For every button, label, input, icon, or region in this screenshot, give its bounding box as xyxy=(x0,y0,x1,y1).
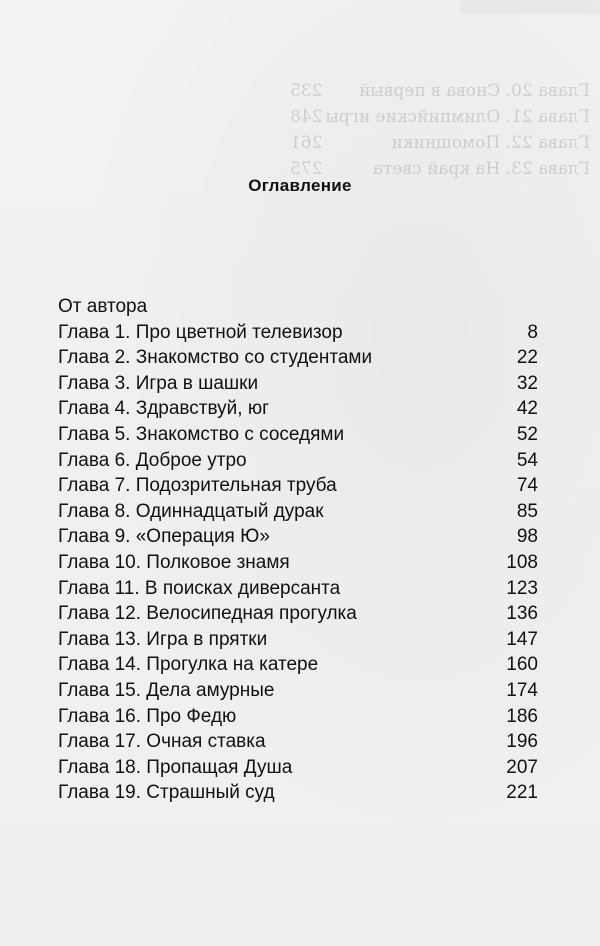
toc-entry xyxy=(58,473,538,499)
toc-entry xyxy=(58,499,538,525)
bleed-through-text xyxy=(290,78,590,182)
toc-entry-page: 74 xyxy=(516,475,538,497)
toc-entry-title: Глава 12. Велосипедная прогулка xyxy=(58,603,357,625)
toc-entry-page: 8 xyxy=(527,321,538,343)
toc-list xyxy=(58,294,538,806)
toc-entry xyxy=(58,729,538,755)
toc-entry xyxy=(58,422,538,448)
toc-entry xyxy=(58,755,538,781)
bleed-through-header xyxy=(460,0,600,14)
toc-entry-page: 123 xyxy=(506,577,538,599)
toc-entry-page: 174 xyxy=(506,679,538,701)
toc-entry xyxy=(58,396,538,422)
toc-entry-title: Глава 17. Очная ставка xyxy=(58,731,266,753)
bleed-through-page: 235 xyxy=(290,81,323,101)
toc-entry-page: 136 xyxy=(506,603,538,625)
toc-entry-title: Глава 10. Полковое знамя xyxy=(58,551,290,573)
toc-entry xyxy=(58,678,538,704)
toc-entry xyxy=(58,652,538,678)
toc-entry-page: 54 xyxy=(516,449,538,471)
bleed-through-entry xyxy=(290,104,590,130)
toc-entry xyxy=(58,601,538,627)
toc-entry-page: 207 xyxy=(506,756,538,778)
toc-entry-title: Глава 16. Про Федю xyxy=(58,705,237,727)
toc-entry-page: 22 xyxy=(516,347,538,369)
bleed-through-page: 261 xyxy=(290,133,323,153)
toc-entry-title: Глава 2. Знакомство со студентами xyxy=(58,347,373,369)
toc-entry-page: 85 xyxy=(516,500,538,522)
bleed-through-title: Глава 21. Олимпийские игры xyxy=(325,107,590,127)
bleed-through-page: 248 xyxy=(290,107,323,127)
toc-entry-page: 32 xyxy=(516,372,538,394)
bleed-through-entry xyxy=(290,78,590,104)
toc-entry-title: Глава 4. Здравствуй, юг xyxy=(58,398,270,420)
toc-entry xyxy=(58,345,538,371)
toc-entry xyxy=(58,524,538,550)
bleed-through-title: Глава 20. Снова в первый xyxy=(358,81,590,101)
toc-entry-title: Глава 19. Страшный суд xyxy=(58,782,275,804)
toc-entry-page: 108 xyxy=(506,551,538,573)
toc-entry-title: Глава 9. «Операция Ю» xyxy=(58,526,270,548)
bleed-through-title: Глава 23. На край света xyxy=(372,159,590,179)
toc-entry xyxy=(58,780,538,806)
toc-entry xyxy=(58,320,538,346)
toc-entry-page: 196 xyxy=(506,731,538,753)
bleed-through-title: Глава 22. Помощники xyxy=(391,133,590,153)
toc-entry-title: Глава 1. Про цветной телевизор xyxy=(58,321,343,343)
toc-entry-page: 147 xyxy=(506,628,538,650)
toc-entry-page: 52 xyxy=(516,423,538,445)
toc-entry-title: Глава 18. Пропащая Душа xyxy=(58,756,293,778)
toc-entry-page: 221 xyxy=(506,782,538,804)
toc-entry-title: Глава 3. Игра в шашки xyxy=(58,372,259,394)
toc-entry-title: От автора xyxy=(58,296,148,317)
toc-entry-page: 42 xyxy=(516,398,538,420)
toc-entry xyxy=(58,704,538,730)
toc-entry-title: Глава 11. В поисках диверсанта xyxy=(58,577,341,599)
toc-entry xyxy=(58,448,538,474)
toc-entry-page: 160 xyxy=(506,654,538,676)
bleed-through-entry xyxy=(290,130,590,156)
toc-entry-page: 98 xyxy=(516,526,538,548)
toc-entry xyxy=(58,576,538,602)
toc-entry xyxy=(58,371,538,397)
toc-entry-page: 186 xyxy=(506,705,538,727)
toc-entry-title: Глава 6. Доброе утро xyxy=(58,449,247,471)
toc-entry-title: Глава 5. Знакомство с соседями xyxy=(58,423,345,445)
toc-entry xyxy=(58,550,538,576)
toc-entry-title: Глава 7. Подозрительная труба xyxy=(58,475,337,497)
toc-heading: Оглавление xyxy=(248,176,352,195)
toc-entry-title: Глава 13. Игра в прятки xyxy=(58,628,268,650)
bleed-through-page: 275 xyxy=(290,159,323,179)
toc-entry-title: Глава 15. Дела амурные xyxy=(58,679,275,701)
toc-entry xyxy=(58,627,538,653)
toc-entry-title: Глава 14. Прогулка на катере xyxy=(58,654,319,676)
toc-entry xyxy=(58,294,538,320)
toc-entry-title: Глава 8. Одиннадцатый дурак xyxy=(58,500,324,522)
